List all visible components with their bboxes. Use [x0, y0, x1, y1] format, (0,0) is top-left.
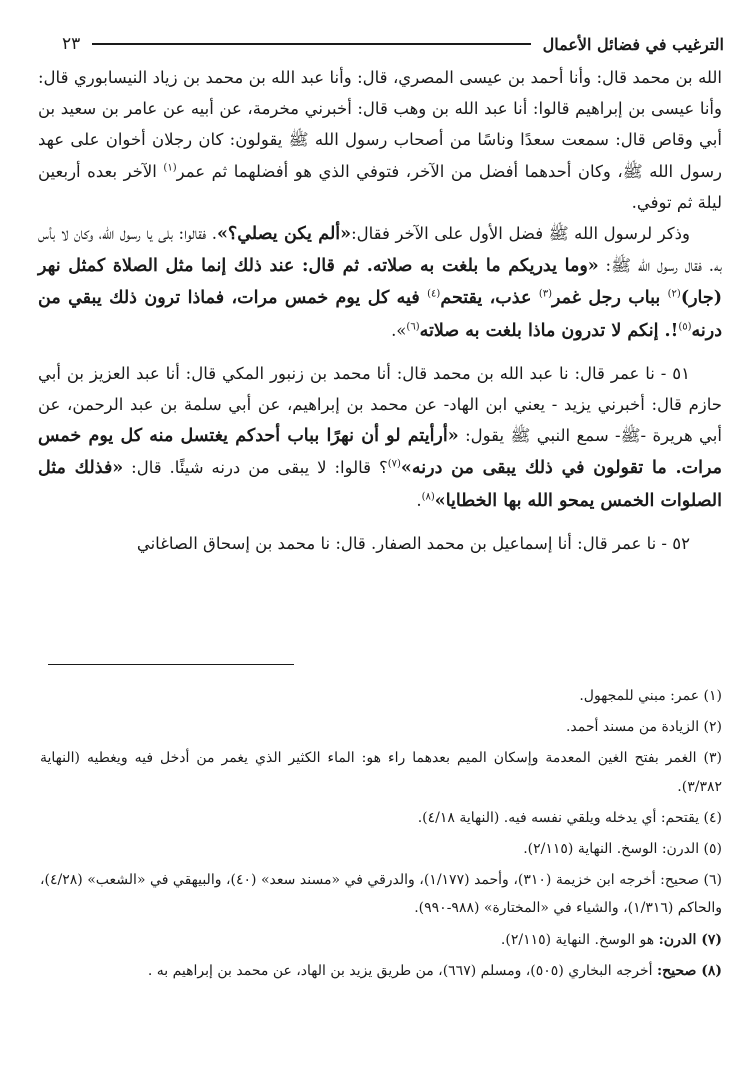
p3-quote-2: «فذلك مثل الصلوات الخمس يمحو الله بها الخطايا»: [38, 458, 722, 511]
p2-e: بباب رجل غمر: [552, 288, 668, 309]
p3-c: ؟ قالوا: لا يبقى من درنه شيئًا. قال:: [123, 458, 388, 478]
footnote-8: (٨) صحيح: أخرجه البخاري (٥٠٥)، ومسلم (٦٦٧)، من طريق يزيد بن الهاد، عن محمد بن إبراهيم به .: [147, 962, 722, 979]
p1-text: الله بن محمد قال: وأنا أحمد بن عيسى المصري، قال: وأنا عبد الله بن محمد بن زياد النيسابوري قال: وأنا عيسى بن إبراهيم قالوا: أنا عبد الله بن وهب قال: أخبرني مخرمة، عن أبيه عن عامر بن سعيد بن أبي وقاص قال: سمعت سعدًا وناسًا من أصحاب رسول الله ﷺ يقولون: كان رجلان أخوان على عهد رسول الله ﷺ، وكان أحدهما أفضل من الآخر، فتوفي الذي هو أفضلهما ثم عمر: [38, 68, 722, 181]
paragraph-3: [38, 358, 722, 517]
p4-text: ٥٢ - نا عمر قال: أنا إسماعيل بن محمد الصفار. قال: نا محمد بن إسحاق الصاغاني: [136, 533, 690, 553]
running-header: [62, 30, 724, 58]
p2-c: . فقالوا: بلى يا رسول الله، وكان لا بأس به. فقال رسول الله ﷺ:: [38, 224, 722, 276]
p3-e: .: [416, 490, 422, 510]
paragraph-2: [38, 218, 722, 347]
footnote-4: (٤) يقتحم: أي يدخله ويلقي نفسه فيه. (النهاية ٤/١٨).: [417, 809, 722, 826]
footnote-separator: [48, 664, 294, 665]
p2-quote-1: «ألم يكن يصلي؟»: [216, 224, 352, 245]
main-text: [38, 62, 722, 559]
p3-quote-1: «أرأيتم لو أن نهرًا بباب أحدكم يغتسل منه كل يوم خمس مرات. ما تقولون في ذلك يبقى من درنه»: [38, 426, 722, 479]
p2-quote-2: «وما يدريكم ما بلغت به صلاته. ثم قال: عند ذلك إنما مثل الصلاة كمثل نهر (جار): [38, 256, 722, 309]
footnote-ref-2: (٢): [667, 288, 681, 300]
footnote-ref-7: (٧): [387, 458, 401, 470]
p2-a: وذكر لرسول الله ﷺ فضل الأول على الآخر فقال:: [351, 224, 690, 244]
p2-h: !. إنكم لا تدرون ماذا بلغت به صلاته: [419, 320, 679, 341]
footnote-5: (٥) الدرن: الوسخ. النهاية (٢/١١٥).: [523, 841, 722, 858]
footnote-6: (٦) صحيح: أخرجه ابن خزيمة (٣١٠)، وأحمد (١/١٧٧)، والدرقي في «مسند سعد» (٤٠)، والبيهقي في «الشعب» (٤/٢٨)، والحاكم (١/٣١٦)، والشياء في «المختارة» (٩٨٨-٩٩٠).: [40, 872, 723, 917]
p3-a: ٥١ - نا عمر قال: نا عبد الله بن محمد قال: أنا محمد بن زنبور المكي قال: أنا عبد العزيز بن أبي حازم قال: أخبرني يزيد - يعني ابن الهاد- عن محمد بن إبراهيم، عن أبي سلمة بن عبد الرحمن، عن أبي هريرة -ﷺ- سمع النبي ﷺ يقول:: [38, 363, 722, 446]
book-title: الترغيب في فضائل الأعمال: [542, 34, 724, 54]
footnote-3: (٣) الغمر بفتح الغين المعدمة وإسكان الميم بعدهما راء هو: الماء الكثير الذي يغمر من أدخل فيه ويغطيه (النهاية ٣/٣٨٢).: [40, 750, 722, 795]
footnote-7: (٧) الدرن: هو الوسخ. النهاية (٢/١١٥).: [500, 931, 722, 948]
footnote-ref-6: (٦): [406, 321, 420, 333]
header-rule: [92, 43, 530, 45]
footnote-2: (٢) الزيادة من مسند أحمد.: [565, 719, 722, 736]
footnote-ref-8: (٨): [421, 491, 435, 503]
paragraph-1: [38, 62, 722, 218]
footnote-ref-1: (١): [163, 162, 177, 174]
p1-end: الآخر بعده أربعين ليلة ثم توفي.: [38, 161, 722, 212]
page-number: ٢٣: [62, 34, 81, 54]
footnotes: [40, 682, 722, 988]
footnote-ref-3: (٣): [538, 288, 553, 300]
footnote-ref-5: (٥): [678, 321, 692, 333]
footnote-ref-4: (٤): [427, 288, 441, 300]
p2-f: عذب، يقتحم: [440, 288, 539, 309]
p2-i: ».: [391, 320, 407, 340]
p2-g: فيه كل يوم خمس مرات، فماذا ترون ذلك يبقي من درنه: [38, 288, 722, 341]
footnote-1: (١) عمر: مبني للمجهول.: [579, 688, 722, 704]
paragraph-4: [38, 528, 722, 559]
